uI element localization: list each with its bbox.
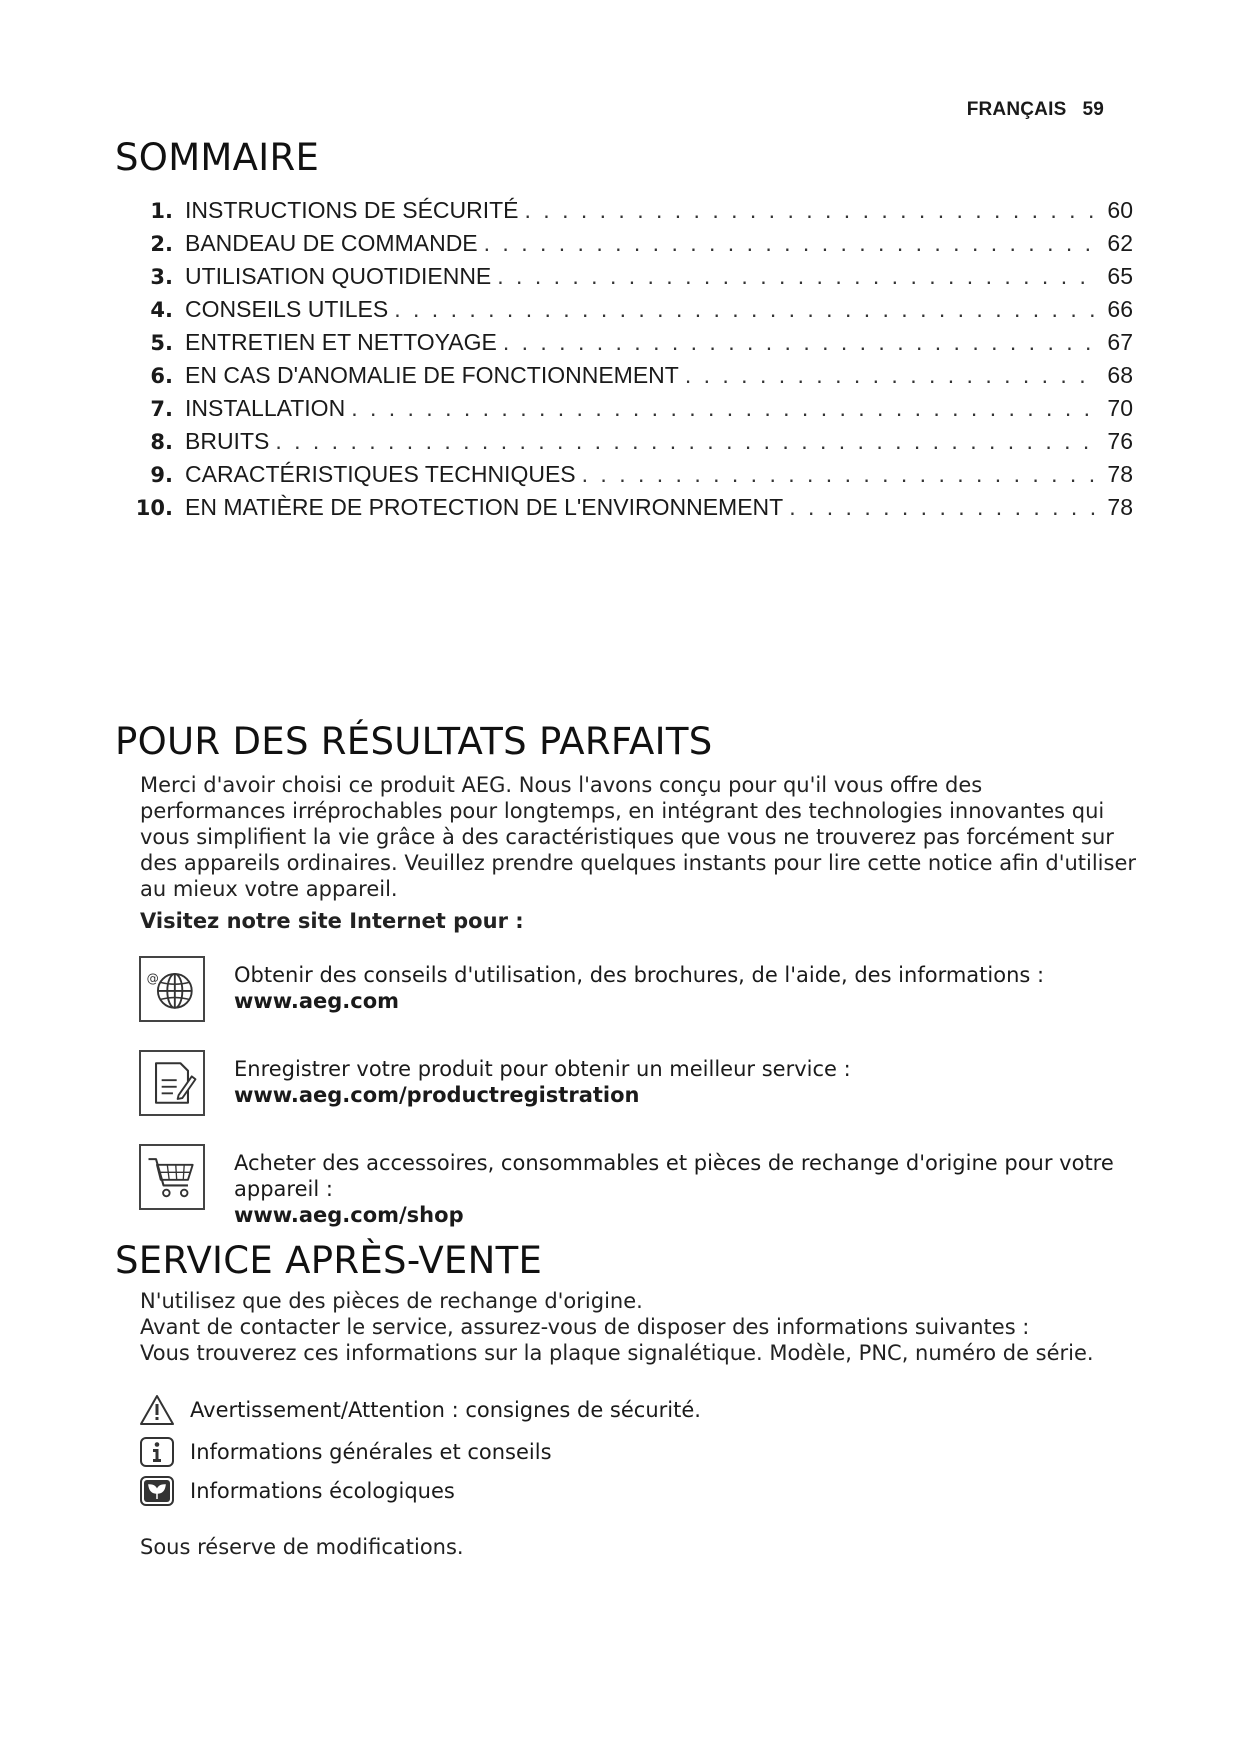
- page-number: 59: [1082, 99, 1104, 120]
- toc-item-page: 70: [1107, 395, 1133, 421]
- toc-item-page: 67: [1107, 329, 1133, 355]
- toc-leader-dots: [525, 197, 1095, 224]
- table-of-contents: [128, 197, 1133, 527]
- toc-item-number: 1.: [150, 199, 173, 223]
- toc-item-page: 78: [1107, 461, 1133, 487]
- toc-item-number: 8.: [150, 430, 173, 454]
- toc-leader-dots: [275, 428, 1095, 455]
- service-title: SERVICE APRÈS-VENTE: [115, 1239, 543, 1282]
- service-line: N'utilisez que des pièces de rechange d'origine.: [140, 1289, 643, 1313]
- toc-leader-dots: [789, 494, 1095, 521]
- sommaire-title: SOMMAIRE: [115, 136, 320, 179]
- intro-line: vous simplifient la vie grâce à des caractéristiques que vous ne trouverez pas forcément sur: [140, 825, 1114, 849]
- service-paragraph: [140, 1288, 1140, 1366]
- toc-item[interactable]: [128, 428, 1133, 461]
- link-description: appareil :: [234, 1177, 333, 1201]
- toc-item[interactable]: [128, 461, 1133, 494]
- toc-item[interactable]: [128, 296, 1133, 329]
- toc-item-number: 3.: [150, 265, 173, 289]
- ecology-icon: [139, 1475, 175, 1507]
- toc-item-page: 68: [1107, 362, 1133, 388]
- toc-item[interactable]: [128, 263, 1133, 296]
- intro-line: au mieux votre appareil.: [140, 877, 398, 901]
- toc-item[interactable]: [128, 197, 1133, 230]
- toc-item-title: ENTRETIEN ET NETTOYAGE: [185, 329, 497, 355]
- toc-leader-dots: [497, 263, 1095, 290]
- shopping-cart-icon: [139, 1144, 205, 1210]
- toc-leader-dots: [503, 329, 1095, 356]
- toc-leader-dots: [582, 461, 1095, 488]
- toc-item-number: 5.: [150, 331, 173, 355]
- toc-item[interactable]: [128, 395, 1133, 428]
- toc-leader-dots: [394, 296, 1095, 323]
- toc-item-page: 76: [1107, 428, 1133, 454]
- toc-item-number: 6.: [150, 364, 173, 388]
- intro-paragraph: [140, 772, 1140, 934]
- toc-item-number: 10.: [135, 496, 173, 520]
- symbol-label: Informations générales et conseils: [190, 1440, 552, 1464]
- intro-line: Merci d'avoir choisi ce produit AEG. Nous l'avons conçu pour qu'il vous offre des: [140, 773, 983, 797]
- toc-item-title: BANDEAU DE COMMANDE: [185, 230, 478, 256]
- link-description: Enregistrer votre produit pour obtenir un meilleur service :: [234, 1057, 851, 1081]
- toc-item[interactable]: [128, 230, 1133, 263]
- toc-leader-dots: [484, 230, 1095, 257]
- toc-item-page: 66: [1107, 296, 1133, 322]
- globe-icon: [139, 956, 205, 1022]
- toc-item-number: 2.: [150, 232, 173, 256]
- toc-leader-dots: [351, 395, 1095, 422]
- toc-item-title: INSTRUCTIONS DE SÉCURITÉ: [185, 197, 519, 223]
- toc-item-title: UTILISATION QUOTIDIENNE: [185, 263, 492, 289]
- link-description: Obtenir des conseils d'utilisation, des brochures, de l'aide, des informations :: [234, 963, 1045, 987]
- page-header: [967, 99, 1104, 121]
- toc-item-title: BRUITS: [185, 428, 270, 454]
- warning-icon: [139, 1394, 175, 1426]
- resultats-title: POUR DES RÉSULTATS PARFAITS: [115, 720, 713, 763]
- link-url[interactable]: www.aeg.com: [234, 989, 400, 1013]
- toc-item-page: 65: [1107, 263, 1133, 289]
- toc-item[interactable]: [128, 494, 1133, 527]
- toc-item-title: INSTALLATION: [185, 395, 346, 421]
- service-line: Avant de contacter le service, assurez-vous de disposer des informations suivantes :: [140, 1315, 1030, 1339]
- svg-text:@: @: [146, 971, 159, 986]
- service-line: Vous trouverez ces informations sur la plaque signalétique. Modèle, PNC, numéro de série.: [140, 1341, 1094, 1365]
- info-icon: [139, 1436, 175, 1468]
- symbol-label: Informations écologiques: [190, 1479, 455, 1503]
- toc-item-title: CONSEILS UTILES: [185, 296, 389, 322]
- intro-line: des appareils ordinaires. Veuillez prendre quelques instants pour lire cette notice afin d'utiliser: [140, 851, 1137, 875]
- language-label: FRANÇAIS: [966, 99, 1067, 120]
- toc-item-title: EN CAS D'ANOMALIE DE FONCTIONNEMENT: [185, 362, 679, 388]
- link-url[interactable]: www.aeg.com/productregistration: [234, 1083, 640, 1107]
- link-url[interactable]: www.aeg.com/shop: [234, 1203, 464, 1227]
- symbol-label: Avertissement/Attention : consignes de sécurité.: [190, 1398, 701, 1422]
- toc-leader-dots: [685, 362, 1095, 389]
- toc-item[interactable]: [128, 362, 1133, 395]
- registration-icon: [139, 1050, 205, 1116]
- visit-label: Visitez notre site Internet pour :: [140, 909, 524, 933]
- toc-item-page: 60: [1107, 197, 1133, 223]
- toc-item-title: CARACTÉRISTIQUES TECHNIQUES: [185, 461, 576, 487]
- toc-item-title: EN MATIÈRE DE PROTECTION DE L'ENVIRONNEMENT: [185, 494, 784, 520]
- toc-item-page: 62: [1107, 230, 1133, 256]
- toc-item-number: 9.: [150, 463, 173, 487]
- toc-item[interactable]: [128, 329, 1133, 362]
- toc-item-number: 4.: [150, 298, 173, 322]
- link-description: Acheter des accessoires, consommables et pièces de rechange d'origine pour votre: [234, 1151, 1114, 1175]
- footer-note: Sous réserve de modifications.: [140, 1535, 464, 1559]
- toc-item-number: 7.: [150, 397, 173, 421]
- intro-line: performances irréprochables pour longtemps, en intégrant des technologies innovantes qui: [140, 799, 1105, 823]
- toc-item-page: 78: [1107, 494, 1133, 520]
